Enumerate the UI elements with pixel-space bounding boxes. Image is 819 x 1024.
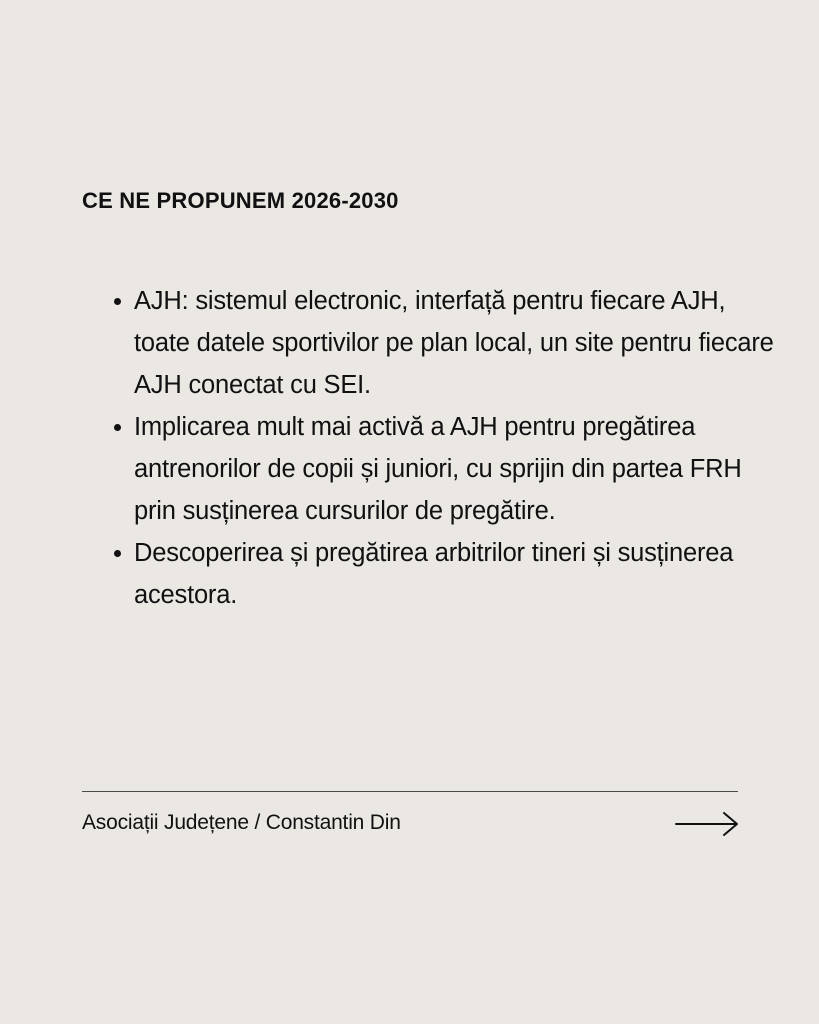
footer-caption: Asociații Județene / Constantin Din (82, 811, 401, 834)
bullet-item: Implicarea mult mai activă a AJH pentru pregătirea antrenorilor de copii și juniori, cu sprijin din partea FRH prin susținerea cursurilor de pregătire. (134, 406, 774, 532)
bullet-list (112, 280, 774, 616)
page-title: CE NE PROPUNEM 2026-2030 (82, 188, 399, 213)
bullet-item: Descoperirea și pregătirea arbitrilor tineri și susținerea acestora. (134, 532, 774, 616)
footer-divider (82, 791, 738, 792)
arrow-right-icon[interactable] (675, 811, 739, 837)
bullet-item: AJH: sistemul electronic, interfață pentru fiecare AJH, toate datele sportivilor pe plan local, un site pentru fiecare AJH conectat cu SEI. (134, 280, 774, 406)
